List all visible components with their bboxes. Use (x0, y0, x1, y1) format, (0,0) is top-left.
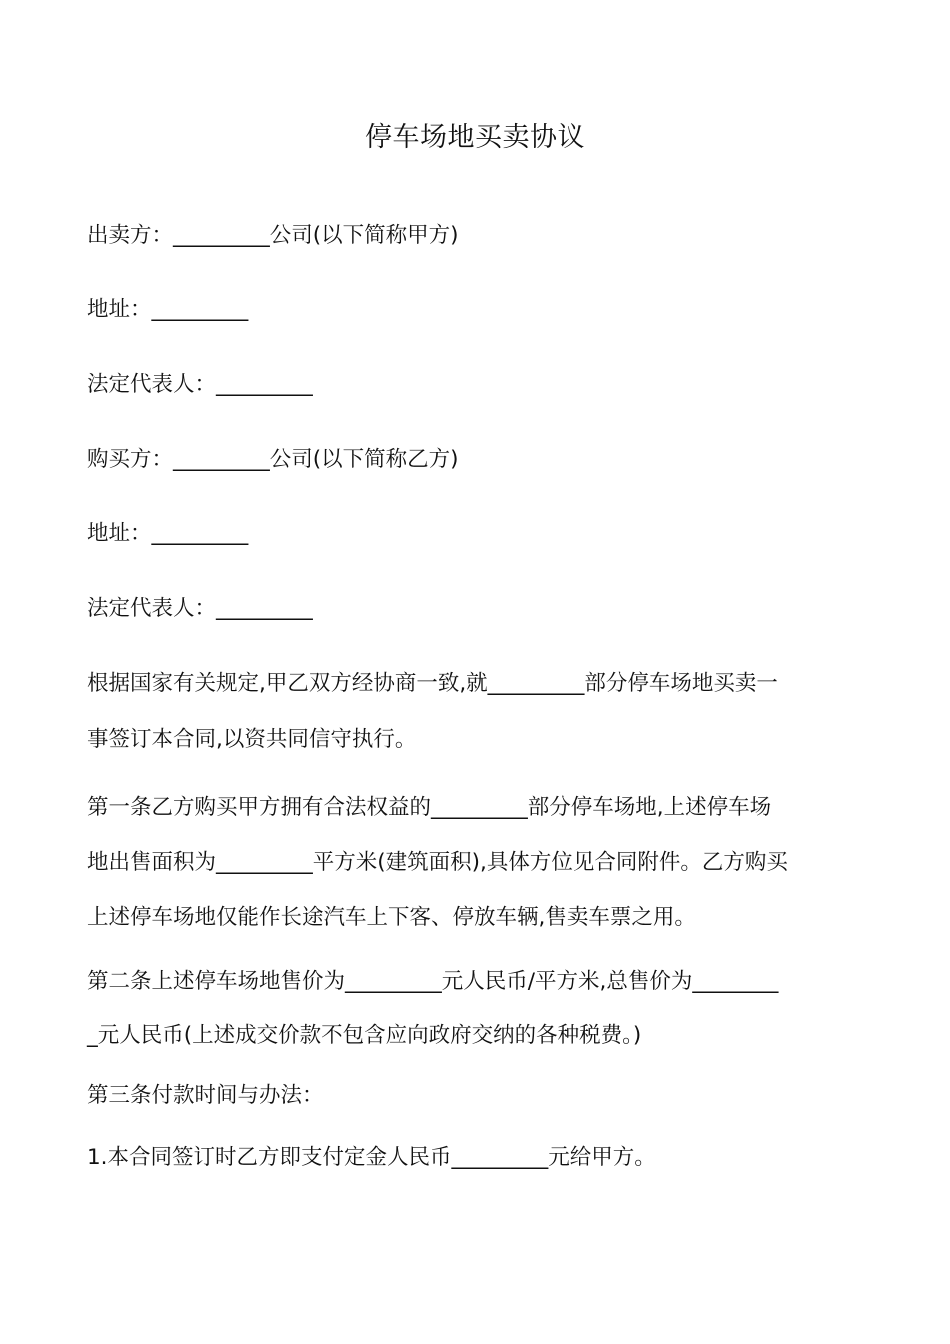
intro-paragraph (87, 670, 865, 754)
article-1-paragraph (87, 794, 865, 932)
article-2-paragraph (87, 968, 865, 1050)
buyer-address-line: 地址：_________ (87, 521, 249, 546)
seller-address-line: 地址：_________ (87, 297, 249, 322)
article-1-line: 上述停车场地仅能作长途汽车上下客、停放车辆,售卖车票之用。 (87, 905, 696, 930)
intro-line: 根据国家有关规定,甲乙双方经协商一致,就_________部分停车场地买卖一 (87, 671, 778, 696)
intro-line: 事签订本合同,以资共同信守执行。 (87, 727, 417, 752)
buyer-representative-line: 法定代表人：_________ (87, 596, 313, 621)
article-3-heading: 第三条付款时间与办法： (87, 1083, 324, 1108)
seller-line: 出卖方：_________公司(以下简称甲方) (87, 223, 459, 248)
article-1-line: 地出售面积为_________平方米(建筑面积),具体方位见合同附件。乙方购买 (87, 850, 788, 875)
buyer-line: 购买方：_________公司(以下简称乙方) (87, 447, 459, 472)
seller-representative-line: 法定代表人：_________ (87, 372, 313, 397)
article-2-line: 第二条上述停车场地售价为_________元人民币/平方米,总售价为________ (87, 969, 779, 994)
article-2-line: _元人民币(上述成交价款不包含应向政府交纳的各种税费。) (87, 1023, 642, 1048)
document-title: 停车场地买卖协议 (365, 122, 585, 153)
article-1-line: 第一条乙方购买甲方拥有合法权益的_________部分停车场地,上述停车场 (87, 795, 772, 820)
article-3-item-1: 1.本合同签订时乙方即支付定金人民币_________元给甲方。 (87, 1145, 656, 1170)
